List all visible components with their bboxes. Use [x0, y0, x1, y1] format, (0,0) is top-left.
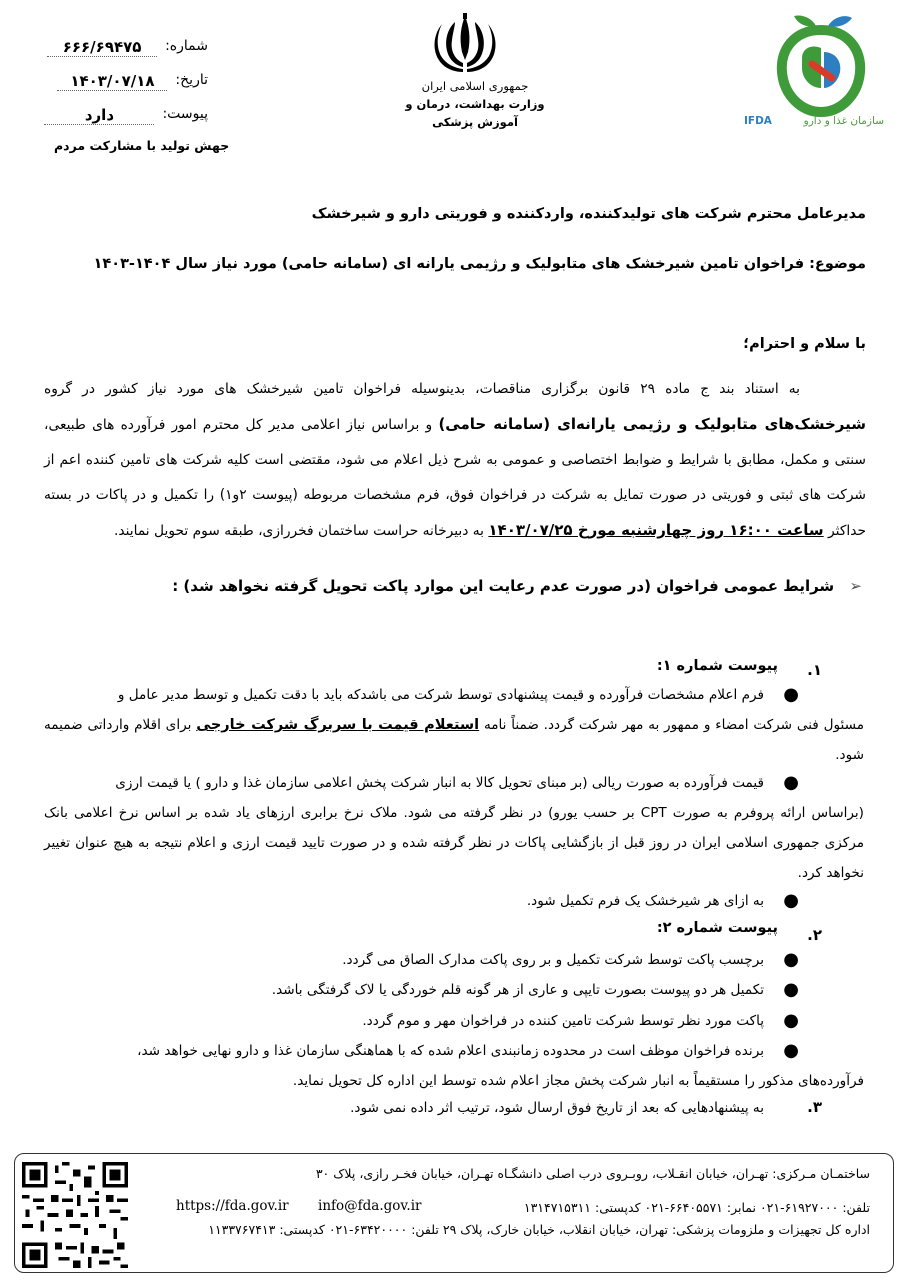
- fda-caption: [744, 115, 884, 127]
- general-conditions-heading: [172, 577, 862, 595]
- bullet-icon: ●: [783, 1010, 799, 1031]
- bullet-7-a: برنده فراخوان موظف است در محدوده زمانبندی اعلام شده که با هماهنگی سازمان غذا و دارو نهایی خواهد شد،: [137, 1043, 764, 1059]
- qr-code-icon[interactable]: [22, 1162, 128, 1268]
- iran-emblem-icon: [428, 12, 502, 78]
- bullet-7-b: فرآورده‌های مذکور را مستقیماً به انبار شرکت پخش مجاز اعلام شده توسط این اداره کل تحویل نماید.: [292, 1073, 864, 1089]
- bullet-icon: ●: [783, 979, 799, 1000]
- slogan: جهش تولید با مشارکت مردم: [54, 138, 230, 153]
- section-1-number: ۱.: [807, 661, 822, 679]
- intro-text-c: و براساس نیاز اعلامی مدیر کل محترم امور فرآورده های طبیعی، سنتی و مکمل، مطابق با شرایط و ضوابط اختصاصی و عمومی به شرح ذیل اعلام می شود، مقتضی است کلیه شرکت های تامین کننده اعم از شرکت های ثبتی و فوریتی در صورت تمایل به شرکت در فراخوان فوق، فرم مشخصات مربوطه (پیوست ۲و۱) را تکمیل و در پاکات در بسته حداکثر: [44, 417, 866, 539]
- greeting: با سلام و احترام؛: [743, 336, 866, 352]
- letter-number-value: ۶۶۶/۶۹۴۷۵: [47, 38, 157, 57]
- bullet-2-a: قیمت فرآورده به صورت ریالی (بر مبنای تحویل کالا به انبار شرکت پخش اعلامی سازمان غذا و دارو ) یا قیمت ارزی: [115, 775, 764, 791]
- bullet-2-b: (براساس ارائه پروفرم به صورت CPT بر حسب یورو) در نظر گرفته می شود. ملاک نرخ برابری ارزهای یاد شده بر اساس نرخ اعلامی بانک مرکزی جمهوری اسلامی ایران در روز قبل از بازگشایی پاکات در نظر گرفته شده و در صورت تایید قیمت ارزی و اعلام نتیجه به هیچ عنوان تغییر نخواهد کرد.: [44, 805, 864, 881]
- fda-logo-icon: [772, 12, 870, 120]
- list-item: [44, 680, 864, 770]
- footer-email[interactable]: info@fda.gov.ir: [318, 1198, 422, 1214]
- bullet-1-c: استعلام قیمت با سربرگ شرکت خارجی: [196, 717, 480, 733]
- bullet-icon: ●: [783, 890, 799, 911]
- footer-contact: تلفن: ۶۱۹۲۷۰۰۰-۰۲۱ نمابر: ۶۶۴۰۵۵۷۱-۰۲۱ کدپستی: ۱۳۱۴۷۱۵۳۱۱: [523, 1200, 870, 1215]
- bullet-icon: ●: [783, 684, 799, 705]
- bullet-1-d: برای اقلام وارداتی ضمیمه شود.: [44, 717, 864, 763]
- letter-attachment: [44, 106, 208, 125]
- letter-date: [57, 72, 208, 91]
- footer-address: ساختمـان مـرکزی: تهـران، خیابان انقـلاب، روبـروی درب اصلی دانشگـاه تهـران، خیابان فخـر رازی، پلاک ۳۰: [315, 1166, 870, 1181]
- section-3-text: به پیشنهادهایی که بعد از تاریخ فوق ارسال شود، ترتیب اثر داده نمی شود.: [350, 1100, 764, 1116]
- bullet-icon: ●: [783, 949, 799, 970]
- emblem-line-2: وزارت بهداشت، درمان و آموزش پزشکی: [405, 96, 545, 129]
- arrow-icon: ➢: [849, 577, 862, 595]
- deadline-text: ساعت ۱۶:۰۰ روز چهارشنبه مورخ ۱۴۰۳/۰۷/۲۵: [488, 521, 824, 539]
- section-1-title: پیوست شماره ۱:: [656, 658, 778, 674]
- bullet-icon: ●: [783, 1040, 799, 1061]
- list-item: [44, 1036, 864, 1096]
- list-item: [44, 1006, 864, 1036]
- list-item: [44, 975, 864, 1005]
- list-item: [44, 886, 864, 916]
- fda-abbr: IFDA: [744, 115, 772, 127]
- intro-text-e: به دبیرخانه حراست ساختمان فخررازی، طبقه سوم تحویل نمایند.: [114, 523, 484, 539]
- emblem-caption: [395, 78, 555, 131]
- subject-line: موضوع: فراخوان تامین شیرخشک های متابولیک و رژیمی یارانه ای (سامانه حامی) مورد نیاز سال ۱۴۰۴-۱۴۰۳: [93, 256, 866, 272]
- footer-website[interactable]: https://fda.gov.ir: [176, 1198, 289, 1214]
- bullet-1-b: مسئول فنی شرکت امضاء و ممهور به مهر شرکت گردد. ضمناً نامه: [483, 717, 865, 733]
- letter-attachment-label: پیوست:: [162, 106, 208, 122]
- intro-paragraph: [44, 372, 866, 549]
- letter-date-label: تاریخ:: [175, 72, 208, 88]
- intro-text-b: شیرخشک‌های متابولیک و رژیمی یارانه‌ای (سامانه حامی): [438, 415, 867, 433]
- bullet-1-a: فرم اعلام مشخصات فرآورده و قیمت پیشنهادی توسط شرکت می باشدکه باید با دقت تکمیل و توسط مدیر عامل و: [117, 687, 764, 703]
- section-2-number: ۲.: [807, 926, 822, 944]
- footer-office-address: اداره کل تجهیزات و ملزومات پزشکی: تهران، خیابان انقلاب، خیابان خارک، پلاک ۲۹ تلفن: ۶۳۴۲۰۰۰۰-۰۲۱ کدپستی: ۱۱۳۳۷۶۷۴۱۳: [208, 1222, 870, 1237]
- addressee: مدیرعامل محترم شرکت های تولیدکننده، واردکننده و فوریتی دارو و شیرخشک: [311, 206, 866, 222]
- bullet-icon: ●: [783, 772, 799, 793]
- general-conditions-title: شرایط عمومی فراخوان (در صورت عدم رعایت این موارد پاکت تحویل گرفته نخواهد شد) :: [172, 577, 835, 595]
- letter-number: [47, 38, 208, 57]
- intro-text-a: به استناد بند ج ماده ۲۹ قانون برگزاری مناقصات، بدینوسیله فراخوان تامین شیرخشک های مورد نیاز کشور در گروه: [44, 381, 800, 397]
- bullet-3: به ازای هر شیرخشک یک فرم تکمیل شود.: [526, 893, 764, 909]
- list-item: [44, 1093, 864, 1123]
- section-2-title: پیوست شماره ۲:: [656, 920, 778, 936]
- letter-number-label: شماره:: [165, 38, 208, 54]
- bullet-4: برچسب پاکت توسط شرکت تکمیل و بر روی پاکت مدارک الصاق می گردد.: [342, 952, 764, 968]
- list-item: [44, 768, 864, 888]
- letter-attachment-value: دارد: [44, 106, 154, 125]
- fda-name: سازمان غذا و دارو: [803, 115, 884, 127]
- list-item: [44, 945, 864, 975]
- section-3-number: ۳.: [807, 1098, 822, 1116]
- letter-date-value: ۱۴۰۳/۰۷/۱۸: [57, 72, 167, 91]
- emblem-line-1: جمهوری اسلامی ایران: [421, 79, 529, 93]
- bullet-5: تکمیل هر دو پیوست بصورت تایپی و عاری از هر گونه قلم خوردگی یا لاک گرفتگی باشد.: [271, 982, 764, 998]
- bullet-6: پاکت مورد نظر توسط شرکت تامین کننده در فراخوان مهر و موم گردد.: [362, 1013, 764, 1029]
